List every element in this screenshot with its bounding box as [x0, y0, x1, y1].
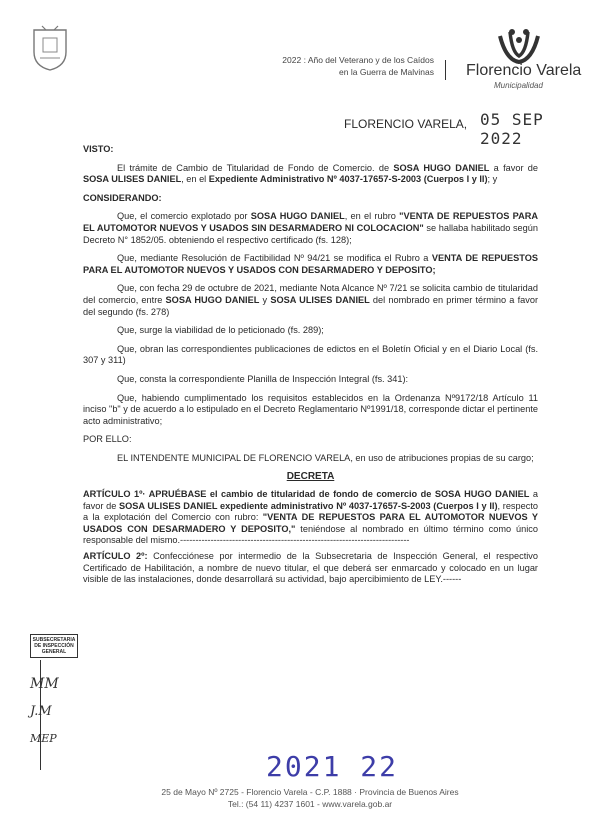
- por-ello: POR ELLO:: [83, 434, 132, 445]
- considerando-paragraph-4: Que, surge la viabilidad de lo peticionado (fs. 289);: [117, 325, 324, 336]
- considerando-paragraph-6: Que, consta la correspondiente Planilla de Inspección Integral (fs. 341):: [117, 373, 409, 384]
- decreta-heading: DECRETA: [286, 471, 335, 483]
- considerando-heading: CONSIDERANDO:: [83, 192, 162, 203]
- intendente-paragraph: EL INTENDENTE MUNICIPAL DE FLORENCIO VARELA, en uso de atribuciones propias de su cargo;: [117, 452, 534, 463]
- considerando-paragraph-7: Que, habiendo cumplimentado los requisitos establecidos en la Ordenanza Nº9172/18 Artículo 11 inciso "b" y de acuerdo a lo estipulado en el Decreto Reglamentario Nº1991/18, corresponde dictar el pertinente acto administrativo;: [83, 392, 538, 426]
- motto-line: en la Guerra de Malvinas: [339, 67, 434, 77]
- subsecretaria-stamp: SUBSECRETARIA DE INSPECCIÓN GENERAL: [30, 634, 78, 658]
- place-label: FLORENCIO VARELA,: [344, 117, 468, 131]
- florencio-varela-logo-icon: [496, 26, 542, 64]
- municipal-crest-icon: [30, 24, 70, 72]
- page-footer: 25 de Mayo Nº 2725 - Florencio Varela - C.P. 1888 · Provincia de Buenos Aires Tel.: (54 11) 4237 1601 - www.varela.gob.ar: [161, 787, 459, 809]
- motto-line: 2022 : Año del Veterano y de los Caídos: [282, 55, 434, 65]
- initials-mep: MEP: [30, 732, 57, 745]
- article-1: ARTÍCULO 1º· APRUÉBASE el cambio de titularidad de fondo de comercio de SOSA HUGO DANIEL a favor de SOSA ULISES DANIEL expediente administrativo Nº 4037-17657-S-2003 (Cuerpos I y II), respecto a la explotación del Comercio con rubro: "VENTA DE REPUESTOS PARA EL AUTOMOTOR NUEVOS Y USADOS CON DESARMADERO Y DEPOSITO," teniéndose al nombrado en último término como único responsable del mismo.---------------------------------------------------------------------------: [83, 489, 538, 546]
- date-stamp: 05 SEP 2022: [480, 110, 544, 148]
- visto-paragraph: El trámite de Cambio de Titularidad de Fondo de Comercio. de SOSA HUGO DANIEL a favor de SOSA ULISES DANIEL, en el Expediente Administrativo Nº 4037-17657-S-2003 (Cuerpos I y II); y: [83, 162, 538, 185]
- initials-jm: J.M: [30, 704, 52, 719]
- considerando-paragraph-3: Que, con fecha 29 de octubre de 2021, mediante Nota Alcance Nº 7/21 se solicita cambio de titularidad del comercio, entre SOSA HUGO DANIEL y SOSA ULISES DANIEL del nombrado en primer término a favor del segundo (fs. 278): [83, 283, 539, 317]
- logo-divider: [445, 60, 446, 80]
- considerando-paragraph-2: Que, mediante Resolución de Factibilidad Nº 94/21 se modifica el Rubro a VENTA DE REPUESTOS PARA EL AUTOMOTOR NUEVOS Y USADOS CON DESARMADERO Y DEPOSITO;: [83, 253, 539, 275]
- logo-subtitle: Municipalidad: [494, 81, 543, 90]
- decree-number-stamp: 2021 22: [266, 750, 399, 783]
- visto-heading: VISTO:: [83, 144, 114, 154]
- article-2: ARTÍCULO 2º: Confecciónese por intermedio de la Subsecretaria de Inspección General, el respectivo Certificado de Habilitación, a nombre de nuevo titular, el que deberá ser enmarcado y colocado en un lugar visible de las instalaciones, donde desarrollará su actividad, bajo apercibimiento de LEY.------: [83, 551, 538, 585]
- considerando-paragraph-1: Que, el comercio explotado por SOSA HUGO DANIEL, en el rubro "VENTA DE REPUESTOS PARA EL AUTOMOTOR NUEVOS Y USADOS SIN DESARMADERO NI COLOCACION" se hallaba habilitado según Decreto N° 1852/05. obteniendo el respectivo certificado (fs. 128);: [83, 211, 538, 245]
- header-motto: [282, 54, 434, 78]
- decree-body: [83, 144, 538, 590]
- considerando-paragraph-5: Que, obran las correspondientes publicaciones de edictos en el Boletín Oficial y en el Diario Local (fs. 307 y 311): [83, 343, 538, 366]
- logo-name: Florencio Varela: [466, 62, 582, 79]
- initials-mm: MM: [30, 676, 59, 692]
